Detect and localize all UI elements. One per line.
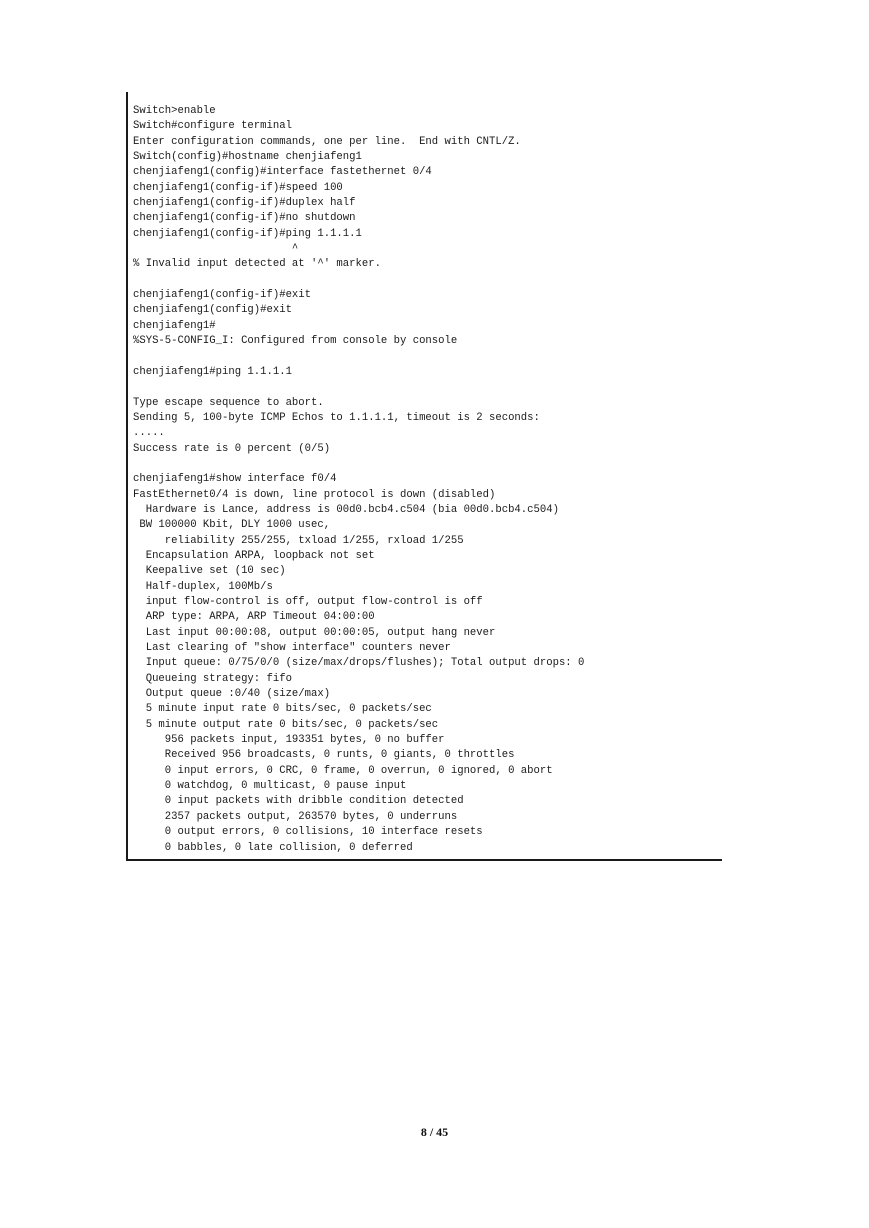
console-line: Received 956 broadcasts, 0 runts, 0 giants, 0 throttles bbox=[133, 749, 515, 762]
console-line: chenjiafeng1(config-if)#duplex half bbox=[133, 197, 356, 210]
console-line: 0 watchdog, 0 multicast, 0 pause input bbox=[133, 780, 407, 793]
console-line: Input queue: 0/75/0/0 (size/max/drops/flushes); Total output drops: 0 bbox=[133, 657, 585, 670]
console-line: ..... bbox=[133, 427, 165, 440]
console-line bbox=[133, 273, 722, 288]
console-line: chenjiafeng1(config)#exit bbox=[133, 304, 292, 317]
console-line: Enter configuration commands, one per line. End with CNTL/Z. bbox=[133, 135, 521, 148]
console-line: Last clearing of "show interface" counters never bbox=[133, 642, 451, 655]
console-line: 5 minute input rate 0 bits/sec, 0 packets/sec bbox=[133, 703, 432, 716]
console-line: reliability 255/255, txload 1/255, rxload 1/255 bbox=[133, 534, 464, 547]
console-screenshot bbox=[126, 92, 722, 861]
console-line: Sending 5, 100-byte ICMP Echos to 1.1.1.1, timeout is 2 seconds: bbox=[133, 411, 540, 424]
console-line: chenjiafeng1#ping 1.1.1.1 bbox=[133, 365, 292, 378]
console-line: FastEthernet0/4 is down, line protocol is down (disabled) bbox=[133, 488, 496, 501]
console-line: chenjiafeng1(config-if)#exit bbox=[133, 289, 312, 302]
console-line: chenjiafeng1(config-if)#speed 100 bbox=[133, 181, 343, 194]
console-line: Success rate is 0 percent (0/5) bbox=[133, 442, 331, 455]
console-line: ARP type: ARPA, ARP Timeout 04:00:00 bbox=[133, 611, 375, 624]
console-output bbox=[133, 104, 722, 856]
console-line: 0 babbles, 0 late collision, 0 deferred bbox=[133, 841, 413, 854]
page-number: 8 / 45 bbox=[420, 1125, 449, 1139]
console-line: Type escape sequence to abort. bbox=[133, 396, 324, 409]
console-line: Encapsulation ARPA, loopback not set bbox=[133, 549, 375, 562]
console-line: chenjiafeng1(config)#interface fastethernet 0/4 bbox=[133, 166, 432, 179]
console-line: 0 input packets with dribble condition detected bbox=[133, 795, 464, 808]
console-line: ^ bbox=[133, 243, 299, 256]
console-line bbox=[133, 457, 722, 472]
console-line: Hardware is Lance, address is 00d0.bcb4.c504 (bia 00d0.bcb4.c504) bbox=[133, 503, 559, 516]
console-line: 2357 packets output, 263570 bytes, 0 underruns bbox=[133, 810, 458, 823]
console-line: chenjiafeng1(config-if)#ping 1.1.1.1 bbox=[133, 227, 362, 240]
console-line: Switch>enable bbox=[133, 105, 216, 117]
console-line: chenjiafeng1(config-if)#no shutdown bbox=[133, 212, 356, 225]
console-line: Keepalive set (10 sec) bbox=[133, 565, 286, 578]
console-line: Switch(config)#hostname chenjiafeng1 bbox=[133, 151, 362, 164]
console-line: BW 100000 Kbit, DLY 1000 usec, bbox=[133, 519, 331, 532]
console-line: 956 packets input, 193351 bytes, 0 no buffer bbox=[133, 734, 445, 747]
console-line bbox=[133, 380, 722, 395]
console-line: %SYS-5-CONFIG_I: Configured from console by console bbox=[133, 335, 458, 348]
console-line: 5 minute output rate 0 bits/sec, 0 packets/sec bbox=[133, 718, 439, 731]
console-line: 0 output errors, 0 collisions, 10 interface resets bbox=[133, 826, 483, 839]
console-line: Queueing strategy: fifo bbox=[133, 672, 292, 685]
console-line: Last input 00:00:08, output 00:00:05, output hang never bbox=[133, 626, 496, 639]
console-line bbox=[133, 350, 722, 365]
console-line: Output queue :0/40 (size/max) bbox=[133, 688, 331, 701]
console-line: chenjiafeng1#show interface f0/4 bbox=[133, 473, 337, 486]
console-line: Switch#configure terminal bbox=[133, 120, 292, 133]
console-line: input flow-control is off, output flow-control is off bbox=[133, 596, 483, 608]
console-line: 0 input errors, 0 CRC, 0 frame, 0 overrun, 0 ignored, 0 abort bbox=[133, 764, 553, 777]
console-line: Half-duplex, 100Mb/s bbox=[133, 580, 273, 593]
console-line: % Invalid input detected at '^' marker. bbox=[133, 258, 381, 271]
console-line: chenjiafeng1# bbox=[133, 319, 216, 332]
